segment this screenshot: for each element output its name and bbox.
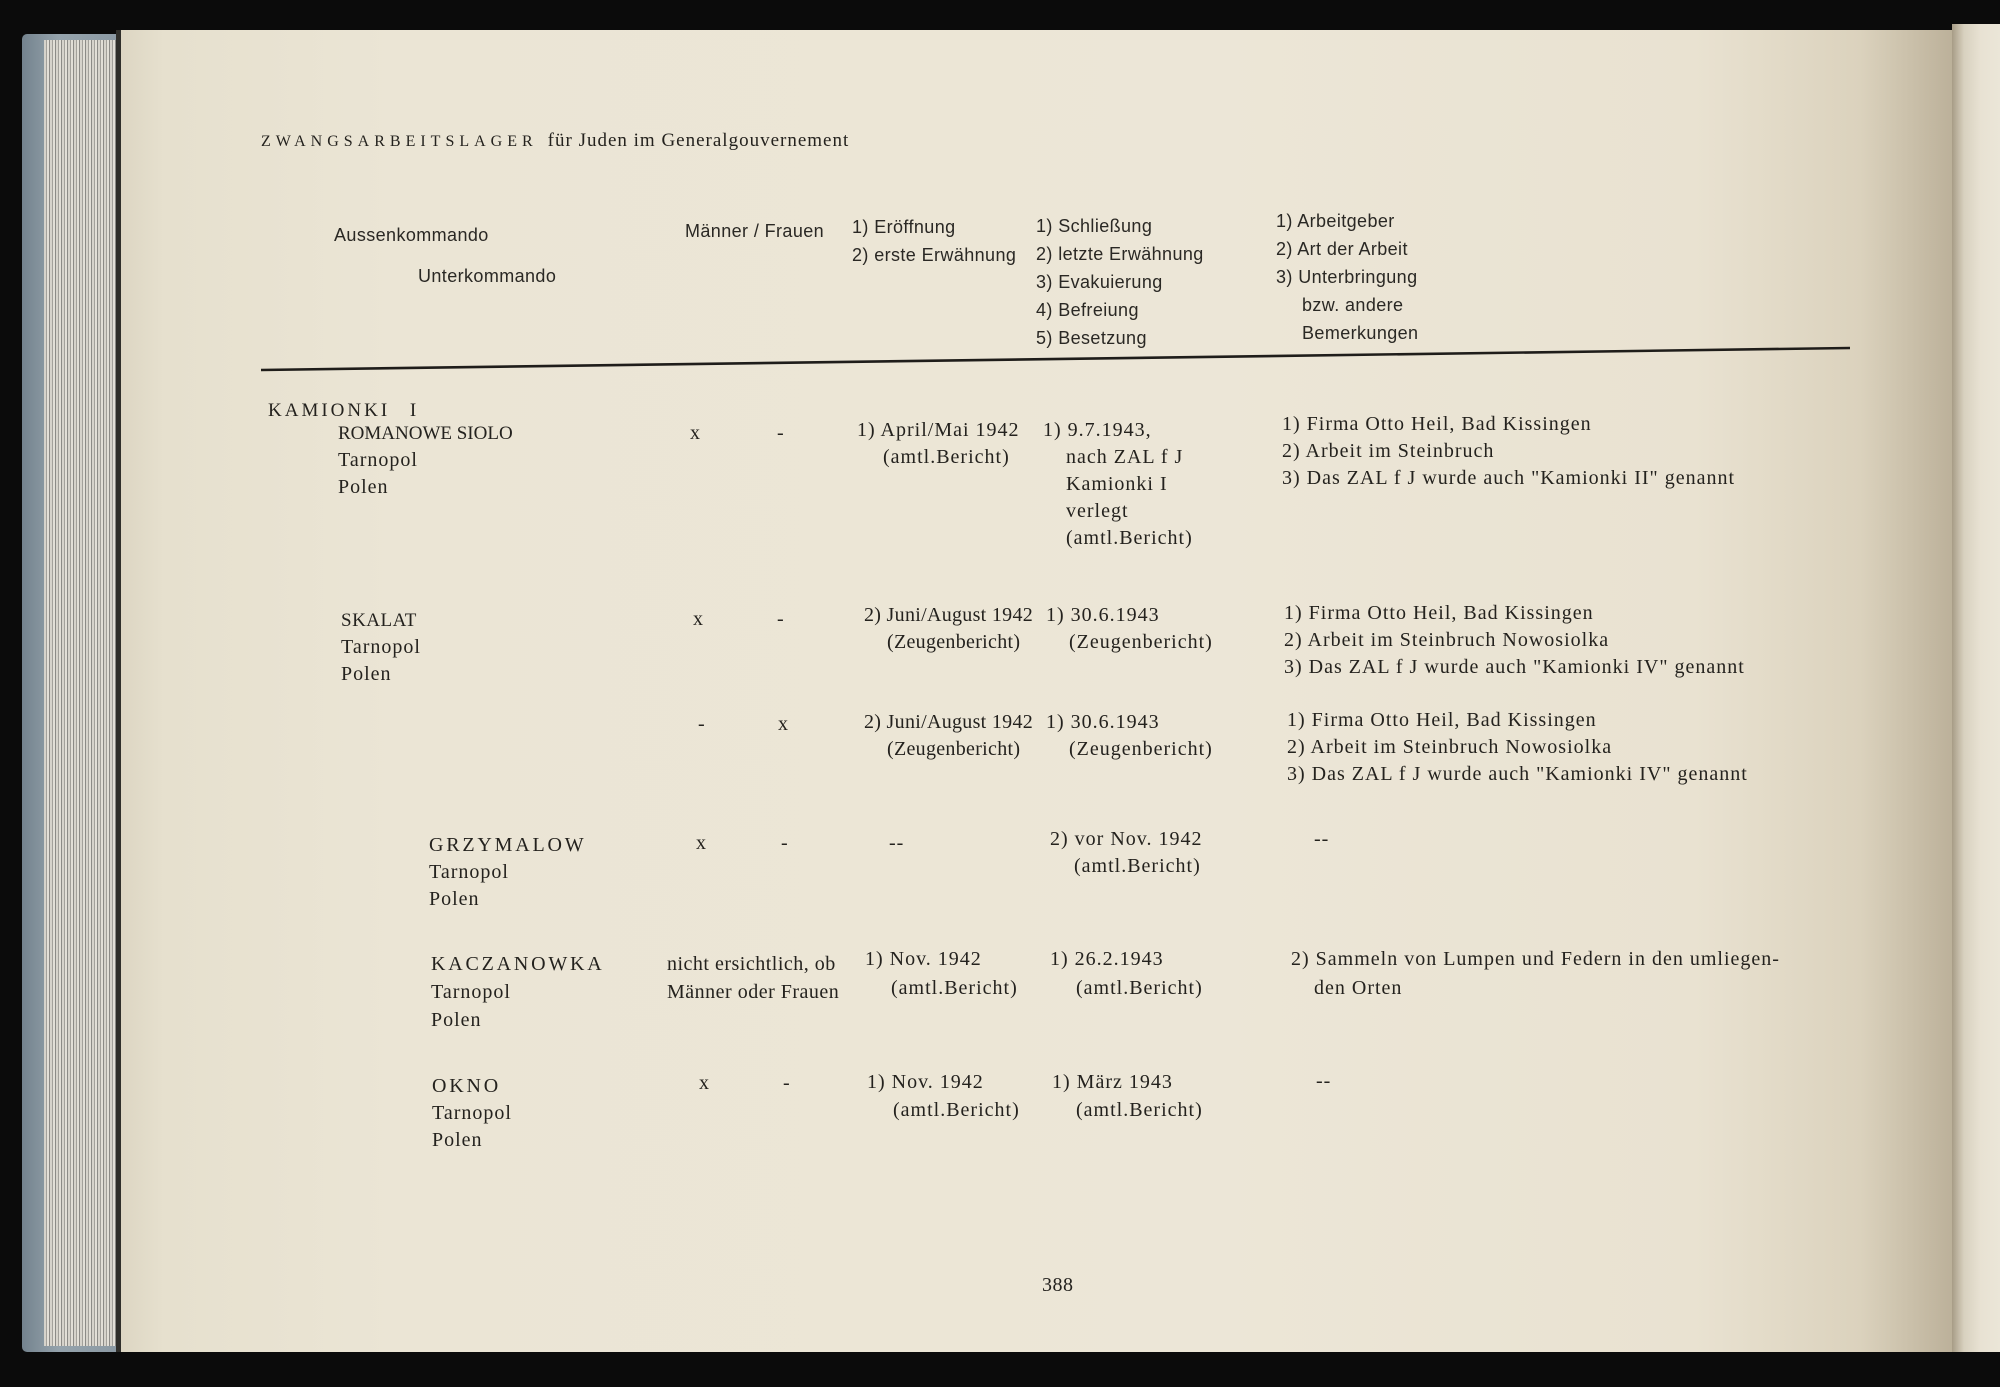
col-header-bemerkungen-line-3: 3) Unterbringung: [1276, 267, 1418, 287]
bemerkungen-line: 2) Arbeit im Steinbruch Nowosiolka: [1284, 629, 1610, 651]
running-head: [261, 128, 849, 154]
frauen-mark: -: [781, 832, 789, 854]
district: Tarnopol: [341, 636, 421, 658]
country: Polen: [432, 1129, 483, 1151]
schliessung-line: 1) 26.2.1943: [1050, 948, 1164, 970]
bemerkungen-line: 1) Firma Otto Heil, Bad Kissingen: [1282, 413, 1592, 435]
eroeffnung-source: (Zeugenbericht): [887, 631, 1021, 653]
schliessung-line: Kamionki I: [1066, 473, 1168, 495]
frauen-mark: -: [777, 422, 785, 444]
note-line: nicht ersichtlich, ob: [667, 953, 836, 975]
country: Polen: [429, 888, 480, 910]
entry-okno-location: [432, 1073, 512, 1154]
col-header-unterkommando: Unterkommando: [418, 266, 557, 286]
eroeffnung-source: (Zeugenbericht): [887, 738, 1021, 760]
col-header-schliessung-line-2: 2) letzte Erwähnung: [1036, 244, 1204, 264]
bemerkungen-line: 1) Firma Otto Heil, Bad Kissingen: [1287, 709, 1597, 731]
col-header-schliessung-line-4: 4) Befreiung: [1036, 300, 1139, 320]
bemerkungen-line: 1) Firma Otto Heil, Bad Kissingen: [1284, 602, 1594, 624]
col-header-schliessung-line-5: 5) Besetzung: [1036, 328, 1147, 348]
col-header-aussenkommando: Aussenkommando: [334, 225, 489, 245]
eroeffnung-source: (amtl.Bericht): [891, 977, 1018, 999]
bemerkungen-cell: --: [1316, 1070, 1332, 1092]
aussenkommando-name: ROMANOWE SIOLO: [338, 423, 513, 444]
bemerkungen-line: 3) Das ZAL f J wurde auch "Kamionki II" genannt: [1282, 467, 1736, 489]
bemerkungen-cell: --: [1314, 828, 1330, 850]
col-header-bemerkungen-line-4: bzw. andere: [1302, 295, 1404, 315]
facing-page-edge: [1952, 24, 2000, 1352]
eroeffnung-source: (amtl.Bericht): [883, 446, 1010, 468]
col-header-bemerkungen-line-1: 1) Arbeitgeber: [1276, 211, 1395, 231]
bemerkungen-cell: [1282, 411, 1735, 492]
aussenkommando-name: SKALAT: [341, 610, 417, 631]
schliessung-source: (amtl.Bericht): [1074, 855, 1201, 877]
schliessung-line: nach ZAL f J: [1066, 446, 1184, 468]
col-header-schliessung-line-3: 3) Evakuierung: [1036, 272, 1163, 292]
col-header-bemerkungen-line-2: 2) Art der Arbeit: [1276, 239, 1408, 259]
bemerkungen-line: 2) Arbeit im Steinbruch Nowosiolka: [1287, 736, 1613, 758]
eroeffnung-line: 2) Juni/August 1942: [864, 711, 1034, 733]
district: Tarnopol: [338, 449, 418, 471]
eroeffnung-line: 1) Nov. 1942: [867, 1071, 984, 1093]
eroeffnung-line: 1) April/Mai 1942: [857, 419, 1020, 441]
running-head-subtitle: für Juden im Generalgouvernement: [547, 130, 850, 151]
col-header-eroeffnung-line-2: 2) erste Erwähnung: [852, 245, 1017, 265]
schliessung-cell: [1046, 602, 1213, 656]
bemerkungen-line: 2) Sammeln von Lumpen und Federn in den umliegen-: [1291, 948, 1780, 970]
bemerkungen-cell: [1284, 600, 1745, 681]
eroeffnung-source: (amtl.Bericht): [893, 1099, 1020, 1121]
col-header-schliessung: [1036, 212, 1204, 352]
country: Polen: [431, 1009, 482, 1031]
eroeffnung-line: 2) Juni/August 1942: [864, 604, 1034, 626]
unterkommando-name: OKNO: [432, 1075, 501, 1097]
eroeffnung-cell: [865, 945, 1018, 1003]
country: Polen: [341, 663, 392, 685]
eroeffnung-line: 1) Nov. 1942: [865, 948, 982, 970]
maenner-mark: x: [690, 422, 701, 444]
page-number: 388: [1042, 1274, 1074, 1296]
schliessung-cell: [1046, 709, 1213, 763]
col-header-eroeffnung-line-1: 1) Eröffnung: [852, 217, 956, 237]
bemerkungen-line: 3) Das ZAL f J wurde auch "Kamionki IV" genannt: [1287, 763, 1748, 785]
schliessung-line: 1) 30.6.1943: [1046, 604, 1160, 626]
schliessung-line: 2) vor Nov. 1942: [1050, 828, 1203, 850]
maenner-frauen-note: [667, 950, 839, 1006]
running-head-caps: ZWANGSARBEITSLAGER: [261, 133, 538, 150]
maenner-mark: -: [698, 713, 706, 735]
district: Tarnopol: [429, 861, 509, 883]
unterkommando-name: GRZYMALOW: [429, 834, 587, 856]
district: Tarnopol: [432, 1102, 512, 1124]
camp-heading: KAMIONKI I: [268, 400, 420, 421]
country: Polen: [338, 476, 389, 498]
bemerkungen-line: 2) Arbeit im Steinbruch: [1282, 440, 1495, 462]
page-stack-edge: [44, 40, 120, 1346]
schliessung-line: 1) 9.7.1943,: [1043, 419, 1152, 441]
eroeffnung-cell: [857, 417, 1020, 471]
schliessung-line: verlegt: [1066, 500, 1129, 522]
col-header-schliessung-line-1: 1) Schließung: [1036, 216, 1153, 236]
schliessung-source: (amtl.Bericht): [1066, 527, 1193, 549]
schliessung-source: (Zeugenbericht): [1069, 738, 1213, 760]
frauen-mark: x: [778, 713, 789, 735]
schliessung-line: 1) März 1943: [1052, 1071, 1173, 1093]
maenner-mark: x: [696, 832, 707, 854]
col-header-bemerkungen-line-5: Bemerkungen: [1302, 323, 1419, 343]
eroeffnung-cell: [867, 1068, 1020, 1124]
maenner-mark: x: [693, 608, 704, 630]
bemerkungen-line: 3) Das ZAL f J wurde auch "Kamionki IV" genannt: [1284, 656, 1745, 678]
schliessung-cell: [1043, 417, 1193, 552]
bemerkungen-cell: [1291, 945, 1780, 1003]
district: Tarnopol: [431, 981, 511, 1003]
eroeffnung-cell: [864, 602, 1033, 656]
maenner-mark: x: [699, 1072, 710, 1094]
page-edge-line: [116, 30, 121, 1352]
entry-grzymalow-location: [429, 832, 586, 913]
schliessung-source: (amtl.Bericht): [1076, 1099, 1203, 1121]
col-header-bemerkungen: [1276, 207, 1418, 347]
eroeffnung-cell: --: [889, 832, 905, 854]
frauen-mark: -: [783, 1072, 791, 1094]
col-header-eroeffnung: [852, 213, 1016, 269]
unterkommando-name: KACZANOWKA: [431, 953, 605, 975]
bemerkungen-line: den Orten: [1314, 977, 1403, 999]
schliessung-source: (amtl.Bericht): [1076, 977, 1203, 999]
entry-skalat-location: [341, 607, 421, 688]
note-line: Männer oder Frauen: [667, 981, 840, 1003]
schliessung-source: (Zeugenbericht): [1069, 631, 1213, 653]
schliessung-cell: [1052, 1068, 1203, 1124]
entry-romanowe-siolo-location: [338, 420, 513, 501]
bemerkungen-cell: [1287, 707, 1748, 788]
frauen-mark: -: [777, 608, 785, 630]
schliessung-cell: [1050, 945, 1203, 1003]
col-header-maenner-frauen: Männer / Frauen: [685, 221, 825, 241]
entry-kaczanowka-location: [431, 950, 605, 1034]
schliessung-line: 1) 30.6.1943: [1046, 711, 1160, 733]
eroeffnung-cell: [864, 709, 1033, 763]
schliessung-cell: [1050, 826, 1202, 880]
